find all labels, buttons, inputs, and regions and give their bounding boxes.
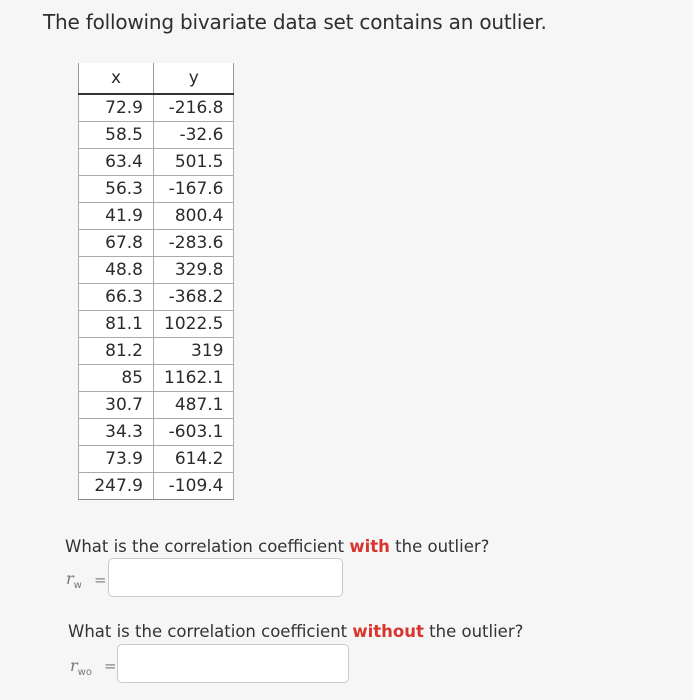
table-row [79,365,234,392]
question-with-outlier [65,537,489,556]
column-header-y: y [154,63,234,94]
table-row [79,473,234,500]
cell-x: 41.9 [79,203,154,230]
table-row [79,392,234,419]
cell-x: 81.1 [79,311,154,338]
cell-x: 72.9 [79,94,154,122]
r-with-label [66,569,82,591]
question-with-highlight: with [349,537,390,556]
cell-y: 1162.1 [154,365,234,392]
table-row [79,419,234,446]
cell-x: 48.8 [79,257,154,284]
cell-x: 73.9 [79,446,154,473]
question-without-highlight: without [352,622,424,641]
cell-x: 247.9 [79,473,154,500]
cell-x: 85 [79,365,154,392]
r-without-label [70,656,92,678]
question-without-outlier [68,622,523,641]
table-row [79,446,234,473]
question-without-text-post: the outlier? [423,622,524,641]
cell-y: 800.4 [154,203,234,230]
r-with-symbol: r [66,569,74,588]
r-without-answer-input[interactable] [117,644,349,683]
table-row [79,203,234,230]
cell-y: 319 [154,338,234,365]
data-table [78,63,234,500]
table-row [79,284,234,311]
cell-y: -283.6 [154,230,234,257]
r-with-answer-input[interactable] [108,558,343,597]
table-row [79,230,234,257]
question-with-text-pre: What is the correlation coefficient [65,537,350,556]
cell-x: 34.3 [79,419,154,446]
question-title: The following bivariate data set contains an outlier. [43,10,547,34]
table-row [79,122,234,149]
cell-x: 30.7 [79,392,154,419]
table-row [79,149,234,176]
table-row [79,94,234,122]
question-without-text-pre: What is the correlation coefficient [68,622,353,641]
cell-x: 63.4 [79,149,154,176]
cell-y: -32.6 [154,122,234,149]
cell-y: -368.2 [154,284,234,311]
cell-x: 66.3 [79,284,154,311]
table-row [79,176,234,203]
cell-y: 614.2 [154,446,234,473]
cell-x: 56.3 [79,176,154,203]
question-with-text-post: the outlier? [389,537,490,556]
cell-x: 81.2 [79,338,154,365]
cell-x: 58.5 [79,122,154,149]
cell-y: 1022.5 [154,311,234,338]
cell-y: 501.5 [154,149,234,176]
cell-y: -216.8 [154,94,234,122]
cell-y: 329.8 [154,257,234,284]
r-with-subscript: w [73,580,82,592]
table-row [79,311,234,338]
r-with-equals: = [94,571,107,589]
column-header-x: x [79,63,154,94]
cell-y: -167.6 [154,176,234,203]
cell-y: -603.1 [154,419,234,446]
table-row [79,257,234,284]
cell-x: 67.8 [79,230,154,257]
r-without-symbol: r [70,656,78,675]
cell-y: 487.1 [154,392,234,419]
r-without-equals: = [104,657,117,675]
r-without-subscript: wo [77,667,92,679]
table-row [79,338,234,365]
table-header-row [79,63,234,94]
cell-y: -109.4 [154,473,234,500]
